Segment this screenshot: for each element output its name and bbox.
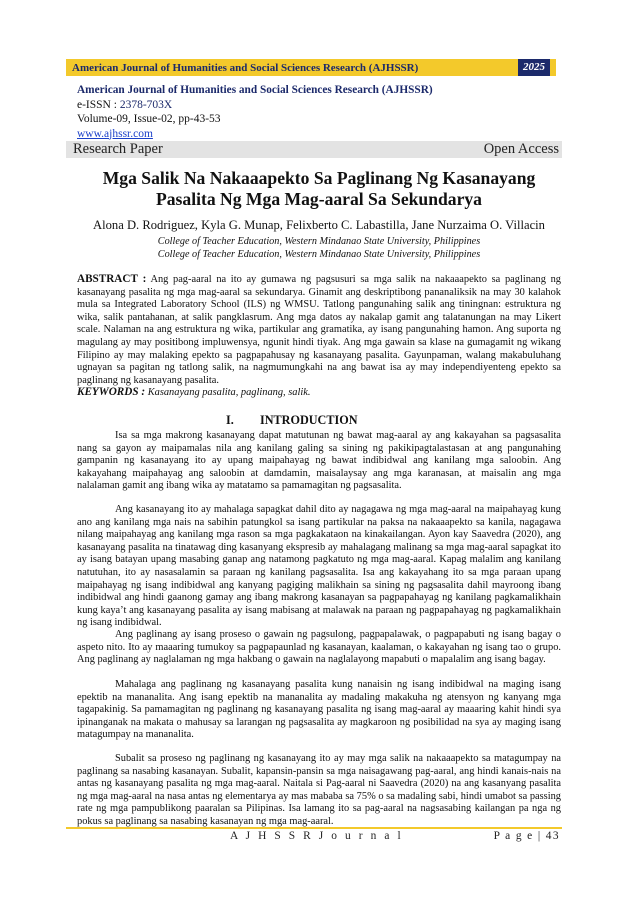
section-heading: [226, 413, 358, 428]
website-link[interactable]: www.ajhssr.com: [77, 127, 153, 140]
keywords-label: KEYWORDS :: [77, 386, 146, 398]
footer-journal: A J H S S R J o u r n a l: [230, 830, 404, 842]
issn-line: [77, 98, 557, 113]
affiliation-1: College of Teacher Education, Western Mindanao State University, Philippines: [157, 236, 481, 247]
article-type-bar: [66, 141, 562, 158]
title-line-1: Mga Salik Na Nakaaapekto Sa Paglinang Ng Kasanayang: [102, 168, 536, 188]
paragraph-1: Isa sa mga makrong kasanayang dapat matutunan ng bawat mag-aaral ay ang kakayahan sa pagsasalita nang sa gayon ay maipamalas nila ang kanilang galing sa sining ng pakikipagtalastasan at ang pangunahing gampanin ng kasanayang ito ay upang maipahayag ng bawat indibidwal ang kanilang mga saloobin. Ang kakayahang maipahayag ang saloobin at damdamin, maisalaysay ang mga karanasan, at maisalin ang mga nalalaman gamit ang ibang wika ay matatamo sa pamamagitan ng pagsasalita.: [77, 430, 561, 492]
keywords-text: Kasanayang pasalita, paglinang, salik.: [147, 387, 311, 398]
running-header: [66, 59, 556, 76]
running-header-journal: American Journal of Humanities and Social Sciences Research (AJHSSR): [72, 61, 419, 74]
journal-info: [77, 83, 557, 141]
access-type: Open Access: [483, 141, 559, 157]
paragraph-2: Ang kasanayang ito ay mahalaga sapagkat dahil dito ay nagagawa ng mga mag-aaral na maipahayag kung ano ang kanilang mga nais na sabihin patungkol sa isang partikular na paksa na nakaaapekto sa kanila, nagagawa nilang maipahayag ang kanilang mga rason sa mga pagkakataon na kinakailangan. Ayon kay Saavedra (2020), ang kasanayang pasalita na tinatawag ding kasanyang ekspresib ay mahalagang malinang sa mga mag-aaral sapagkat ito ay isang batayan upang masabing ganap ang natamong pagkatuto ng mga mag-aaral. Kapag malalim ang kanilang natutuhan, ito ay nasasalamin sa paraan ng kanilang pagsasalita. Isa ang kakayahang ito sa mga paraan upang maipahayag ng isang indibidwal ang kanyang pagiging malikhain sa sining ng pagsasalita dahil mayroong ibang indibidwal ang hindi gaanong gamay ang ibang makrong kasanayan sa pagpapahayag ng kanilang pagkamalikhain kung kaya’t ang kasanayang pasalita ay isang mabisang at malawak na paraan ng pagpapahayag ng pagkamalikhain ng isang indibidwal.: [77, 504, 561, 629]
journal-name: American Journal of Humanities and Social Sciences Research (AJHSSR): [77, 84, 433, 96]
paragraph-4: Mahalaga ang paglinang ng kasanayang pasalita kung nanaisin ng isang indibidwal na maging isang epektib na mananalita. Ang isang epektib na mananalita ay madaling makakuha ng atensyon ng kanyang mga tagapakinig. Sa pamamagitan ng paglinang ng kasanayang pasalita ng isang mag-aaral ay maaaring kahit hindi sya ipinanganak na makata o mahusay sa larangan ng pagsasalita ay magkaroon ng posibilidad na sya ay maging isang matagumpay na mananalita.: [77, 679, 561, 741]
volume-info: Volume-09, Issue-02, pp-43-53: [77, 113, 221, 125]
article-title: [70, 168, 568, 209]
authors: Alona D. Rodriguez, Kyla G. Munap, Felixberto C. Labastilla, Jane Nurzaima O. Villacin: [93, 218, 545, 232]
page-number: P a g e | 43: [493, 830, 560, 842]
affiliation-2: College of Teacher Education, Western Mindanao State University, Philippines: [157, 249, 481, 260]
abstract-text: Ang pag-aaral na ito ay gumawa ng pagsusuri sa mga salik na nakaaapekto sa paglinang ng kasanayang pasalita ng mga mag-aaral sa sekundarya. Ginamit ang deskriptibong pananaliksik na may 30 kalahok mula sa Integrated Laboratory School (ILS) ng WMSU. Tatlong pangunahing salik ang tiningnan: estruktura ng wika, salik pantahanan, at salik pangklasrum. Ang mga datos ay nakalap gamit ang talatanungan na may Likert scale. Nalaman na ang estruktura ng wika, partikular ang gramatika, ay isang pangunahing hamon. Ang suporta ng magulang ay may positibong impluwensya, ngunit hindi tiyak. Ang mga gawain sa klase na gumagamit ng wikang Filipino ay may malaking epekto sa pagpapahusay ng kasanayang pasalita. Gayunpaman, walang makabuluhang ugnayan sa pagitan ng tatlong salik, na nagmumungkahi na ang bawat isa ay may independiyenteng epekto sa paglinang ng kasanayang pasalita.: [77, 274, 561, 386]
footer-divider: [66, 827, 562, 829]
keywords: [77, 386, 561, 398]
issn-label: e-ISSN :: [77, 98, 120, 111]
page-footer: [230, 830, 560, 842]
paragraph-5: Subalit sa proseso ng paglinang ng kasanayang ito ay may mga salik na nakaaapekto sa matagumpay na paglinang sa nasabing kasanayan. Subalit, kapansin-pansin sa mga naisagawang pag-aaral, ang hindi kanais-nais na antas ng kasanayang pasalita ng mga mag-aaral. Naitala si Pag-aaral ni Saavedra (2020) na ang kasanyang pasalita ng mga mag-aaral na nasa antas ng elementarya ay mas mababa sa 75% o sa madaling sabi, hindi umabot sa passing rate ng mga pampublikong paaralan sa Pilipinas. Isa lamang ito sa pag-aaral na nagsasabing kailangan pa nga ng pokus sa paglinang sa nasabing kasanayan ng mga mag-aaral.: [77, 753, 561, 827]
title-line-2: Pasalita Ng Mga Mag-aaral Sa Sekundarya: [156, 188, 482, 209]
abstract-label: ABSTRACT :: [77, 273, 147, 285]
section-number: I.: [226, 413, 234, 427]
issn-number: 2378-703X: [119, 98, 173, 111]
paragraph-3: Ang paglinang ay isang proseso o gawain ng pagsulong, pagpapalawak, o pagpapabuti ng isang bagay o aspeto nito. Ito ay maaaring tumukoy sa pagpapaunlad ng kasanayan, kaalaman, o kakayahan ng isang tao o grupo. Ang paglinang ay naglalaman ng mga hakbang o gawain na naglalayong mapabuti o mapalalim ang isang bagay.: [77, 629, 561, 666]
abstract: [77, 273, 561, 387]
running-header-year: 2025: [518, 59, 550, 76]
article-type: Research Paper: [73, 141, 163, 157]
section-title: INTRODUCTION: [260, 413, 358, 427]
